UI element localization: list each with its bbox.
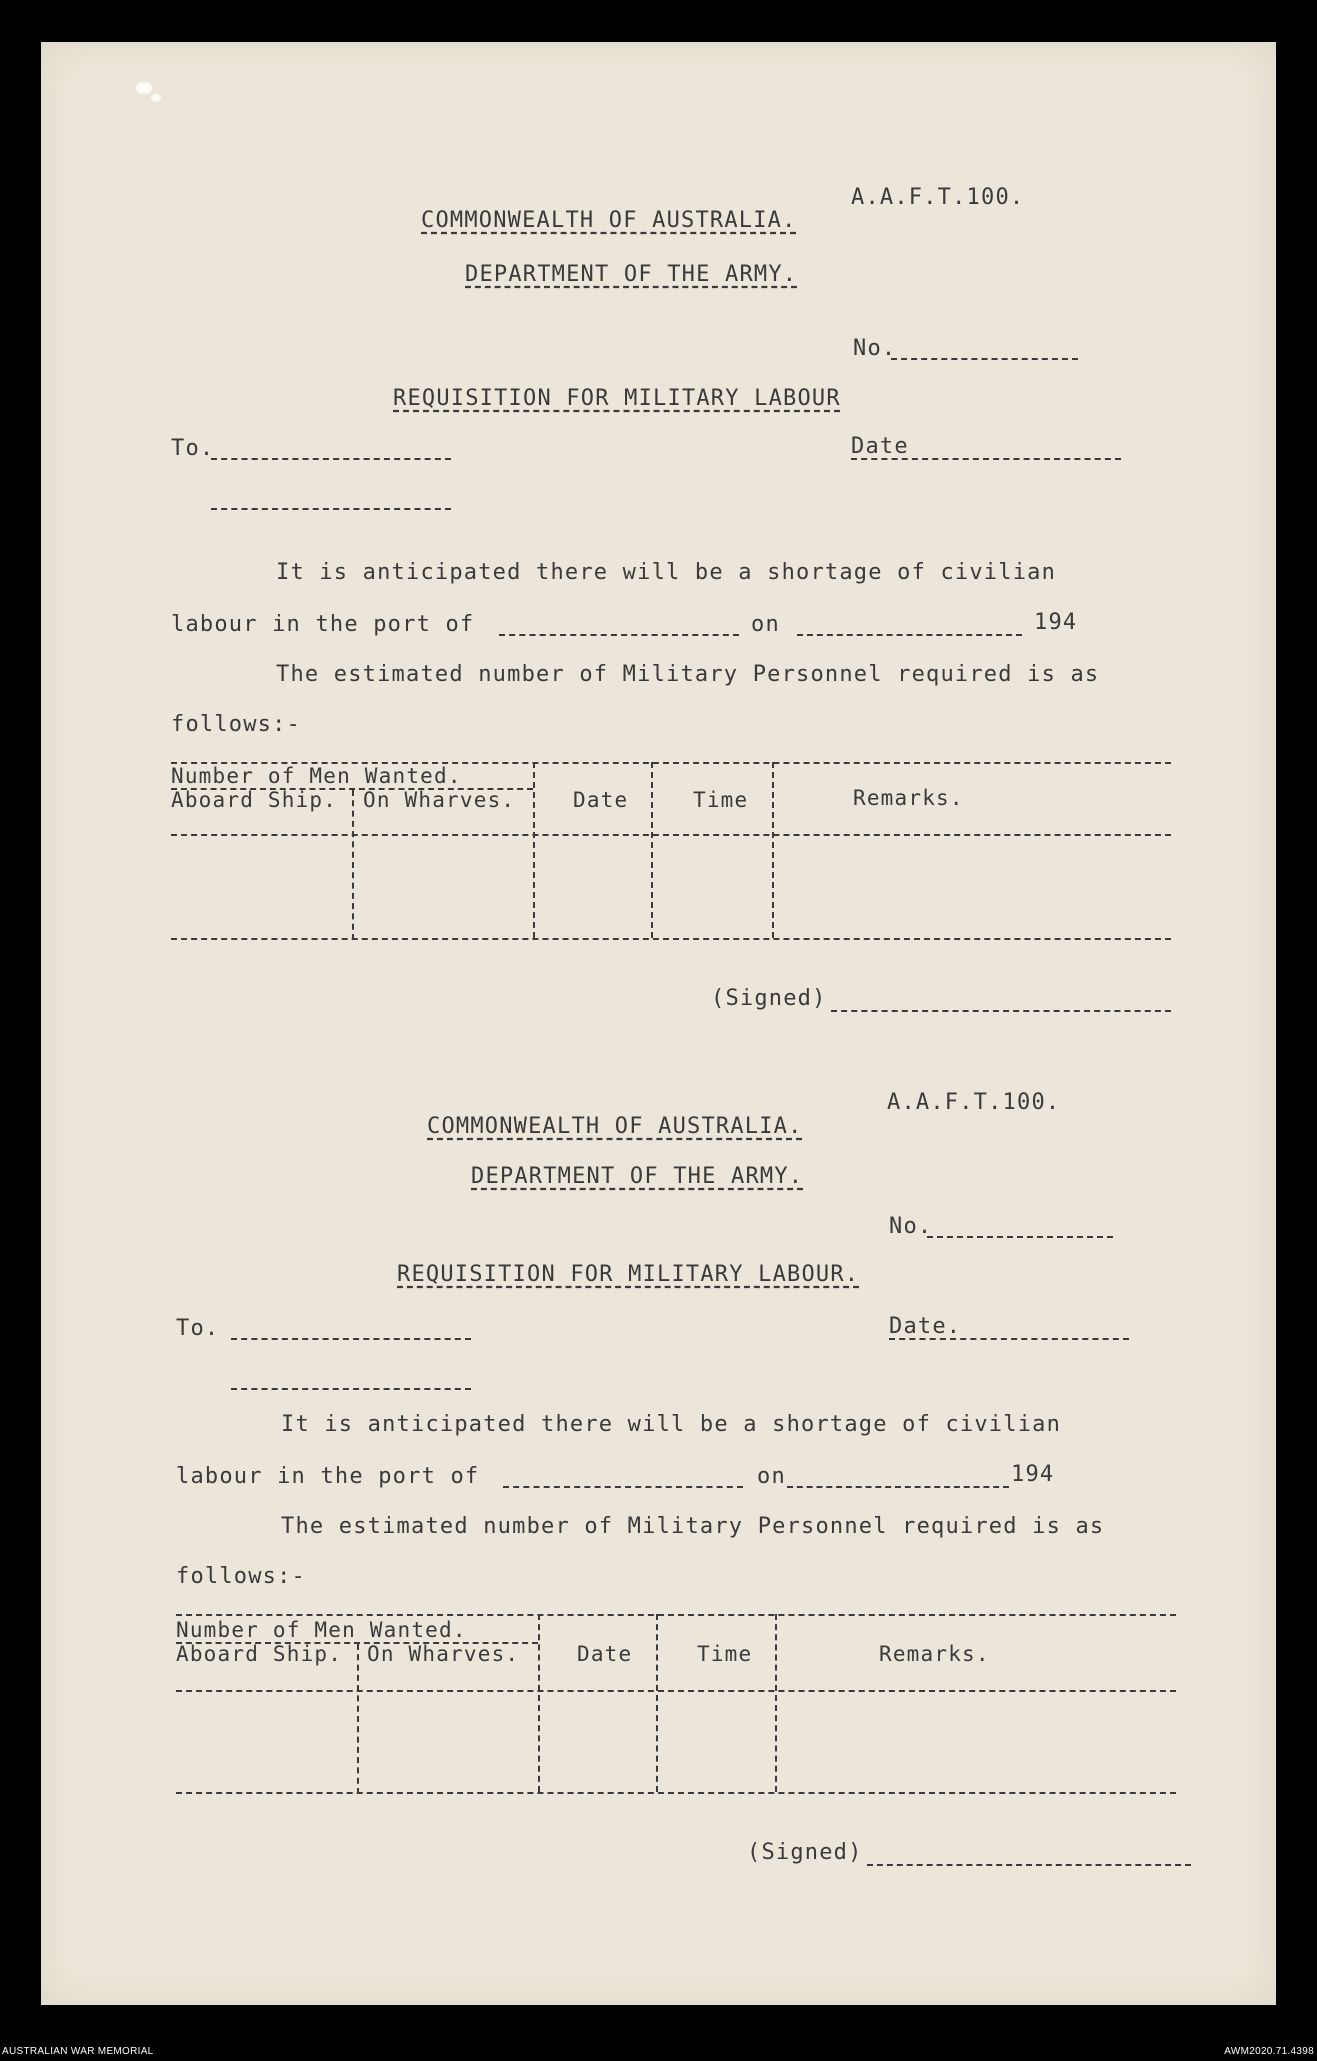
number-label: No. <box>889 1214 933 1239</box>
group-header: Number of Men Wanted. <box>176 1618 467 1642</box>
dept-heading: DEPARTMENT OF THE ARMY. <box>465 262 798 287</box>
port-field[interactable] <box>503 1486 743 1488</box>
col-on-wharves: On Wharves. <box>367 1642 520 1666</box>
header-rule <box>171 834 1171 836</box>
date-label: Date <box>851 434 909 459</box>
org-heading: COMMONWEALTH OF AUSTRALIA. <box>427 1114 803 1139</box>
signed-label: (Signed) <box>747 1840 863 1865</box>
form-code: A.A.F.T.100. <box>851 185 1025 210</box>
number-label: No. <box>853 336 897 361</box>
date-field[interactable] <box>889 1338 1129 1340</box>
col-divider <box>533 762 535 938</box>
paragraph-1-line-2a: labour in the port of <box>176 1464 480 1489</box>
port-field[interactable] <box>499 634 739 636</box>
dept-heading: DEPARTMENT OF THE ARMY. <box>471 1164 804 1189</box>
to-field-line-2[interactable] <box>231 1388 471 1390</box>
group-header: Number of Men Wanted. <box>171 764 462 788</box>
col-remarks: Remarks. <box>879 1642 990 1666</box>
year-label: 194 <box>1011 1462 1055 1487</box>
on-date-field[interactable] <box>787 1486 1009 1488</box>
number-field[interactable] <box>927 1236 1113 1238</box>
col-remarks: Remarks. <box>853 786 964 810</box>
to-field-line-1[interactable] <box>211 458 451 460</box>
table-top-rule <box>176 1614 1176 1616</box>
col-divider <box>352 790 354 940</box>
to-label: To. <box>176 1316 220 1341</box>
date-field[interactable] <box>851 458 1121 460</box>
col-divider <box>651 762 653 938</box>
paragraph-2-line-1: The estimated number of Military Personnel required is as <box>281 1514 1105 1539</box>
form-code: A.A.F.T.100. <box>887 1090 1061 1115</box>
signature-field[interactable] <box>831 1010 1171 1012</box>
date-label: Date. <box>889 1314 962 1339</box>
year-label: 194 <box>1034 610 1078 635</box>
signature-field[interactable] <box>867 1864 1191 1866</box>
number-field[interactable] <box>891 358 1078 360</box>
paragraph-2-line-2: follows:- <box>176 1564 307 1589</box>
paragraph-1-line-1: It is anticipated there will be a shortage of civilian <box>276 560 1057 585</box>
header-rule <box>176 1690 1176 1692</box>
paragraph-2-line-1: The estimated number of Military Personnel required is as <box>276 662 1100 687</box>
footer-credit: AUSTRALIAN WAR MEMORIAL <box>2 2046 154 2057</box>
paragraph-1-line-2a: labour in the port of <box>171 612 475 637</box>
form-title: REQUISITION FOR MILITARY LABOUR <box>393 386 841 411</box>
col-divider <box>656 1614 658 1792</box>
signed-label: (Signed) <box>711 986 827 1011</box>
to-field-line-1[interactable] <box>231 1338 471 1340</box>
col-divider <box>538 1614 540 1792</box>
col-on-wharves: On Wharves. <box>363 788 516 812</box>
paragraph-2-line-2: follows:- <box>171 712 302 737</box>
table-bottom-rule <box>176 1792 1176 1794</box>
col-aboard-ship: Aboard Ship. <box>171 788 338 812</box>
form-title: REQUISITION FOR MILITARY LABOUR. <box>397 1262 860 1287</box>
staple-hole <box>136 82 152 94</box>
org-heading: COMMONWEALTH OF AUSTRALIA. <box>421 208 797 233</box>
paragraph-1-line-2b: on <box>751 612 780 637</box>
col-date: Date <box>577 1642 633 1666</box>
col-date: Date <box>573 788 629 812</box>
footer-accession: AWM2020.71.4398 <box>1224 2046 1314 2057</box>
to-field-line-2[interactable] <box>211 508 451 510</box>
on-date-field[interactable] <box>797 634 1022 636</box>
table-bottom-rule <box>171 938 1171 940</box>
col-divider <box>357 1644 359 1794</box>
col-time: Time <box>693 788 749 812</box>
col-aboard-ship: Aboard Ship. <box>176 1642 343 1666</box>
col-time: Time <box>697 1642 753 1666</box>
col-divider <box>775 1614 777 1792</box>
col-divider <box>772 762 774 938</box>
paragraph-1-line-2b: on <box>757 1464 786 1489</box>
document-page <box>41 42 1276 2005</box>
paragraph-1-line-1: It is anticipated there will be a shortage of civilian <box>281 1412 1062 1437</box>
to-label: To. <box>171 436 215 461</box>
staple-hole <box>151 94 161 102</box>
